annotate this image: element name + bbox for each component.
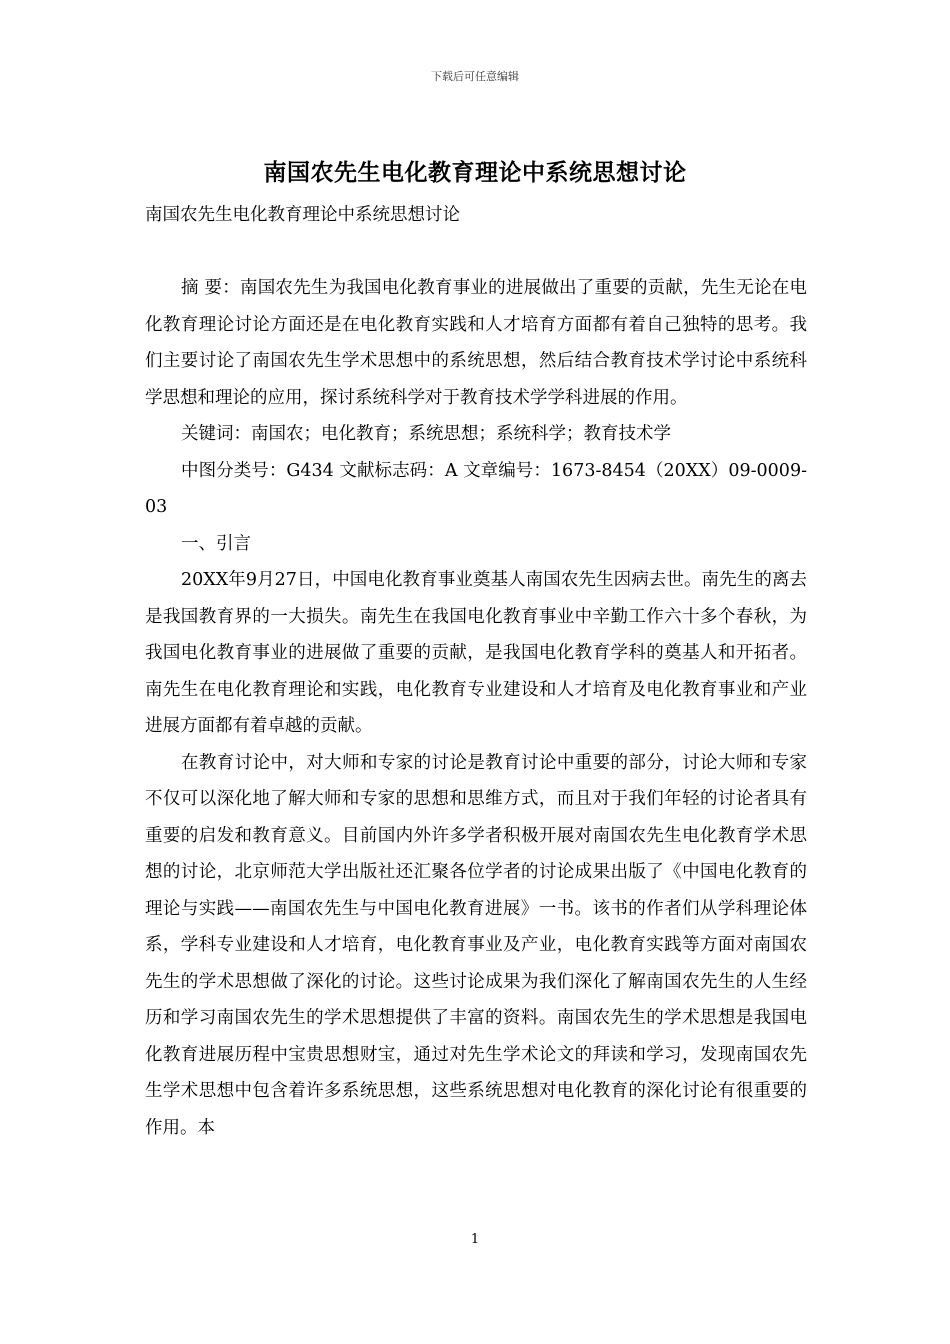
section-heading-introduction: 一、引言 — [181, 533, 251, 554]
body-paragraph: 在教育讨论中，对大师和专家的讨论是教育讨论中重要的部分，讨论大师和专家不仅可以深化地了解大师和专家的思想和思维方式，而且对于我们年轻的讨论者具有重要的启发和教育意义。目前国内外许多学者积极开展对南国农先生电化教育学术思想的讨论，北京师范大学出版社还汇聚各位学者的讨论成果出版了《中国电化教育的理论与实践——南国农先生与中国电化教育进展》一书。该书的作者们从学科理论体系，学科专业建设和人才培育，电化教育事业及产业，电化教育实践等方面对南国农先生的学术思想做了深化的讨论。这些讨论成果为我们深化了解南国农先生的人生经历和学习南国农先生的学术思想提供了丰富的资料。南国农先生的学术思想是我国电化教育进展历程中宝贵思想财宝，通过对先生学术论文的拜读和学习，发现南国农先生学术思想中包含着许多系统思想，这些系统思想对电化教育的深化讨论有很重要的作用。本 — [145, 752, 807, 1138]
abstract-paragraph: 摘 要：南国农先生为我国电化教育事业的进展做出了重要的贡献，先生无论在电化教育理论讨论方面还是在电化教育实践和人才培育方面都有着自己独特的思考。我们主要讨论了南国农先生学术思想中的系统思想，然后结合教育技术学讨论中系统科学思想和理论的应用，探讨系统科学对于教育技术学学科进展的作用。 — [145, 278, 807, 408]
body-paragraph: 20XX年9月27日，中国电化教育事业奠基人南国农先生因病去世。南先生的离去是我国教育界的一大损失。南先生在我国电化教育事业中辛勤工作六十多个春秋，为我国电化教育事业的进展做了重要的贡献，是我国电化教育学科的奠基人和开拓者。南先生在电化教育理论和实践，电化教育专业建设和人才培育及电化教育事业和产业进展方面都有着卓越的贡献。 — [145, 570, 807, 736]
page-number: 1 — [470, 1232, 480, 1247]
document-subtitle: 南国农先生电化教育理论中系统思想讨论 — [145, 205, 460, 225]
header-note: 下载后可任意编辑 — [431, 70, 519, 83]
classification-paragraph: 中图分类号：G434 文献标志码：A 文章编号：1673-8454（20XX）09-0009-03 — [145, 460, 807, 517]
keywords-paragraph: 关键词：南国农；电化教育；系统思想；系统科学；教育技术学 — [181, 424, 671, 444]
document-body — [145, 270, 807, 1146]
document-title: 南国农先生电化教育理论中系统思想讨论 — [263, 159, 687, 186]
